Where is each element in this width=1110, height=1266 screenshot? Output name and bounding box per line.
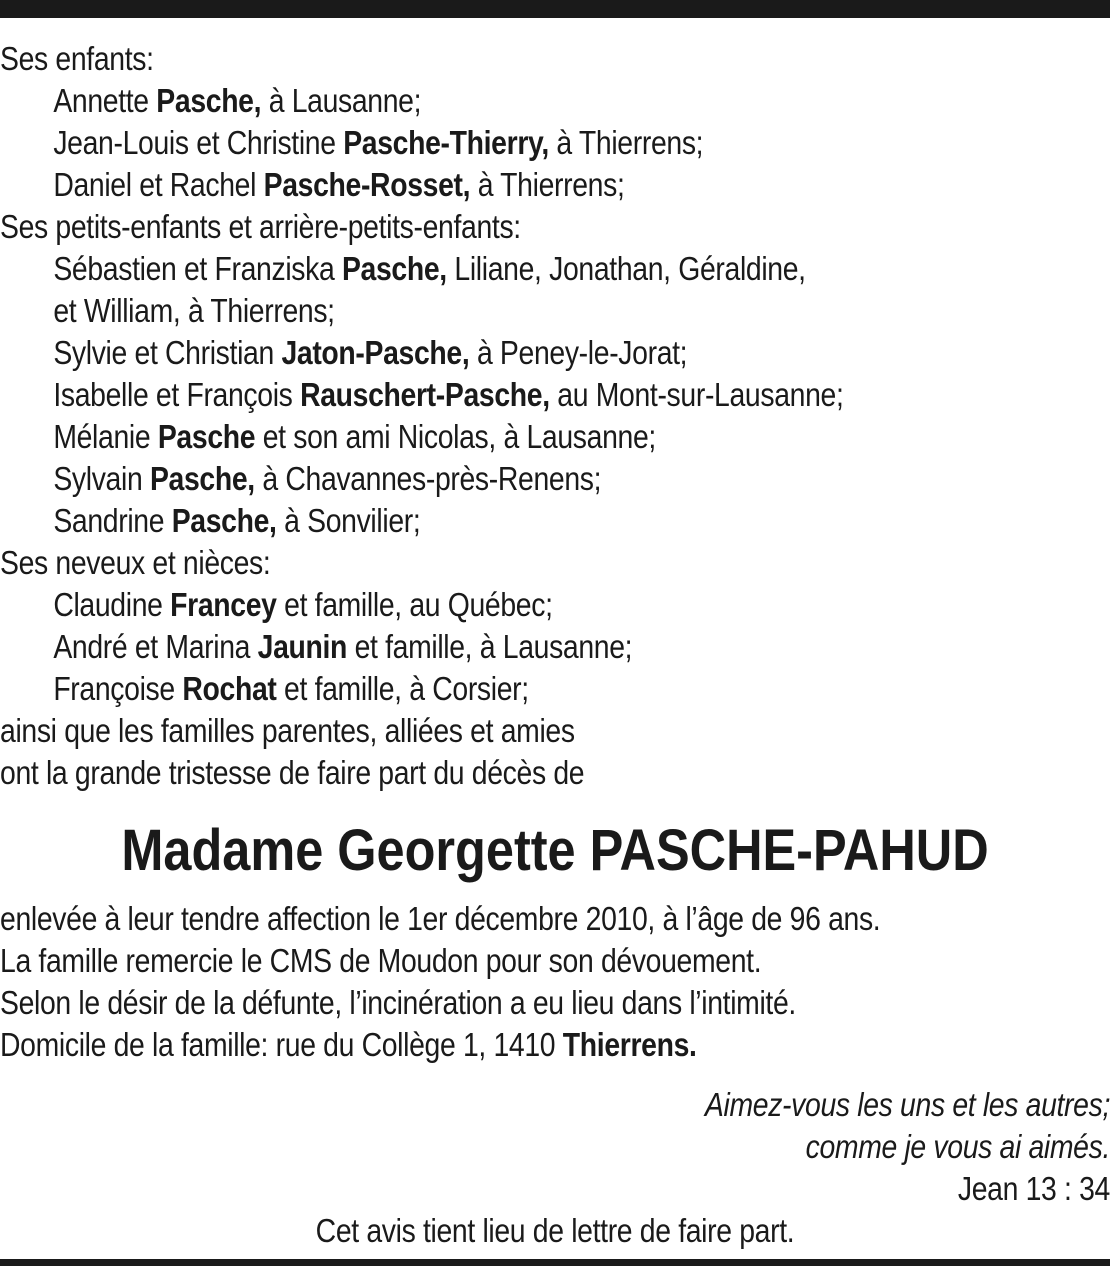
bottom-rule [0, 1259, 1110, 1266]
verse-line: comme je vous ai aimés. [805, 1128, 1110, 1165]
obituary-notice [0, 38, 1110, 1252]
family-entry: et William, à Thierrens; [53, 292, 335, 329]
family-entry: Isabelle et François Rauschert-Pasche, au Mont-sur-Lausanne; [53, 376, 844, 413]
family-entry: Claudine Francey et famille, au Québec; [53, 586, 553, 623]
grandchildren-heading: Ses petits-enfants et arrière-petits-enfants: [0, 208, 521, 245]
top-rule [0, 0, 1110, 18]
family-entry: Mélanie Pasche et son ami Nicolas, à Lausanne; [53, 418, 656, 455]
children-heading: Ses enfants: [0, 40, 154, 77]
family-entry: André et Marina Jaunin et famille, à Lausanne; [53, 628, 633, 665]
intro-line: ainsi que les familles parentes, alliées et amies [0, 712, 575, 749]
family-entry: Françoise Rochat et famille, à Corsier; [53, 670, 529, 707]
details-line: La famille remercie le CMS de Moudon pour son dévouement. [0, 942, 762, 979]
details-line: Selon le désir de la défunte, l’incinération a eu lieu dans l’intimité. [0, 984, 796, 1021]
family-entry: Sandrine Pasche, à Sonvilier; [53, 502, 421, 539]
family-entry: Daniel et Rachel Pasche-Rosset, à Thierrens; [53, 166, 625, 203]
family-entry: Sylvain Pasche, à Chavannes-près-Renens; [53, 460, 602, 497]
deceased-name: Madame Georgette PASCHE-PAHUD [121, 818, 989, 883]
verse-block [0, 1084, 1110, 1252]
family-entry: Sylvie et Christian Jaton-Pasche, à Peney-le-Jorat; [53, 334, 688, 371]
verse-reference: Jean 13 : 34 [957, 1170, 1110, 1207]
family-entry: Jean-Louis et Christine Pasche-Thierry, à Thierrens; [53, 124, 704, 161]
nephews-heading: Ses neveux et nièces: [0, 544, 271, 581]
details-line: enlevée à leur tendre affection le 1er décembre 2010, à l’âge de 96 ans. [0, 900, 881, 937]
family-address: Domicile de la famille: rue du Collège 1, 1410 Thierrens. [0, 1026, 697, 1063]
family-entry: Annette Pasche, à Lausanne; [53, 82, 422, 119]
intro-line: ont la grande tristesse de faire part du décès de [0, 754, 585, 791]
verse-line: Aimez-vous les uns et les autres; [704, 1086, 1110, 1123]
footer-note: Cet avis tient lieu de lettre de faire part. [315, 1212, 795, 1249]
family-entry: Sébastien et Franziska Pasche, Liliane, Jonathan, Géraldine, [53, 250, 806, 287]
